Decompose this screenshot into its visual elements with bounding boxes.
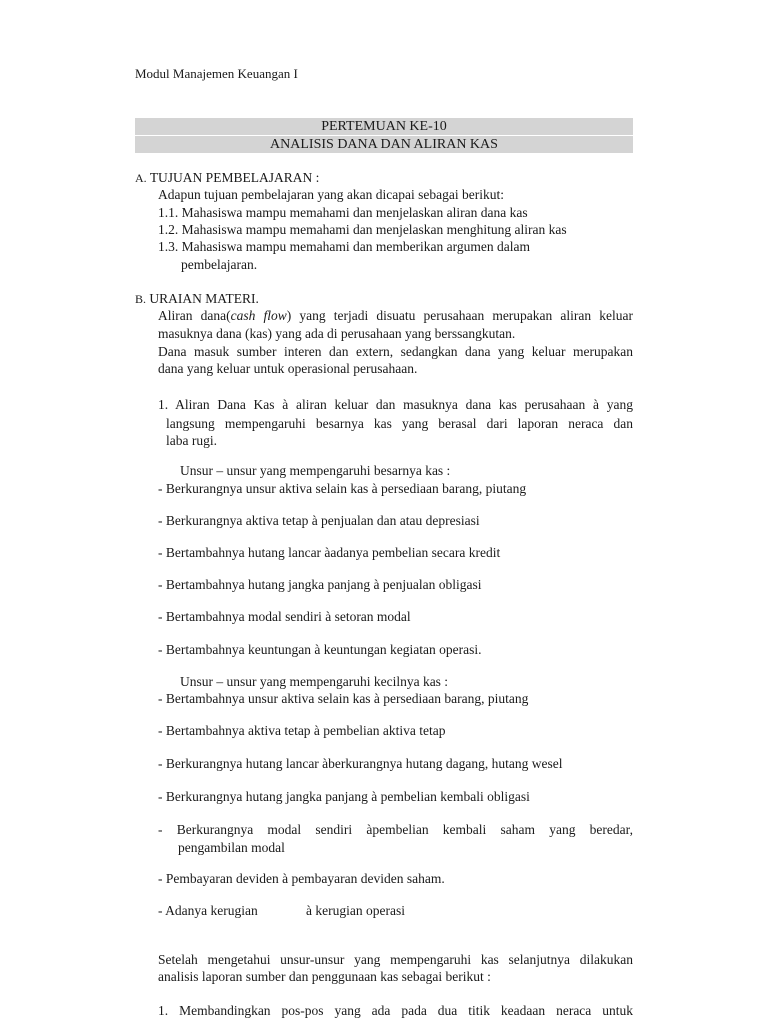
- step-1-line-1: 1. Membandingkan pos-pos yang ada pada dua titik keadaan neraca untuk: [158, 1003, 633, 1018]
- section-b-title: URAIAN MATERI.: [149, 291, 259, 306]
- paragraph-1-line-1: [158, 308, 633, 324]
- title-line-2: ANALISIS DANA DAN ALIRAN KAS: [135, 136, 633, 153]
- closing-paragraph-line-1: Setelah mengetahui unsur-unsur yang mempengaruhi kas selanjutnya dilakukan: [158, 952, 633, 967]
- decrease-factor-6: - Pembayaran deviden à pembayaran deviden saham.: [158, 871, 445, 886]
- increase-factors-heading: Unsur – unsur yang mempengaruhi besarnya kas :: [180, 463, 451, 478]
- section-a-intro: Adapun tujuan pembelajaran yang akan dicapai sebagai berikut:: [158, 187, 504, 202]
- title-block: [135, 118, 633, 154]
- section-a-marker: A.: [135, 171, 147, 185]
- point-1-line-1: 1. Aliran Dana Kas à aliran keluar dan masuknya dana kas perusahaan à yang: [158, 397, 633, 412]
- decrease-factor-5-line-1: - Berkurangnya modal sendiri àpembelian kembali saham yang beredar,: [158, 822, 633, 837]
- paragraph-2-line-2: dana yang keluar untuk operasional perusahaan.: [158, 361, 418, 376]
- increase-factor-1: - Berkurangnya unsur aktiva selain kas à persediaan barang, piutang: [158, 481, 527, 496]
- decrease-factor-5-line-2: pengambilan modal: [178, 840, 285, 855]
- decrease-factor-7-desc: à kerugian operasi: [306, 903, 405, 918]
- objective-3: 1.3. Mahasiswa mampu memahami dan memberikan argumen dalam: [158, 239, 531, 254]
- objective-3-continued: pembelajaran.: [181, 257, 258, 272]
- section-b-heading: [135, 291, 259, 307]
- decrease-factors-heading: Unsur – unsur yang mempengaruhi kecilnya kas :: [180, 674, 449, 689]
- paragraph-1-line-2: masuknya dana (kas) yang ada di perusahaan yang berssangkutan.: [158, 326, 516, 341]
- section-a-heading: [135, 170, 319, 186]
- paragraph-1-italic: cash flow: [230, 308, 287, 323]
- paragraph-2-line-1: Dana masuk sumber interen dan extern, sedangkan dana yang keluar merupakan: [158, 344, 633, 359]
- paragraph-1-text-a: Aliran dana(: [158, 308, 231, 323]
- title-line-1: PERTEMUAN KE-10: [135, 118, 633, 135]
- point-1-line-3: laba rugi.: [166, 433, 217, 448]
- decrease-factor-1: - Bertambahnya unsur aktiva selain kas à persediaan barang, piutang: [158, 691, 529, 706]
- decrease-factor-7: [158, 903, 405, 919]
- running-header: Modul Manajemen Keuangan I: [135, 66, 298, 81]
- paragraph-1-text-b: ) yang terjadi disuatu perusahaan merupakan aliran keluar: [286, 308, 634, 323]
- objective-2: 1.2. Mahasiswa mampu memahami dan menjelaskan menghitung aliran kas: [158, 222, 567, 237]
- objective-1: 1.1. Mahasiswa mampu memahami dan menjelaskan aliran dana kas: [158, 205, 528, 220]
- increase-factor-3: - Bertambahnya hutang lancar àadanya pembelian secara kredit: [158, 545, 501, 560]
- decrease-factor-2: - Bertambahnya aktiva tetap à pembelian aktiva tetap: [158, 723, 446, 738]
- increase-factor-5: - Bertambahnya modal sendiri à setoran modal: [158, 609, 411, 624]
- decrease-factor-4: - Berkurangnya hutang jangka panjang à pembelian kembali obligasi: [158, 789, 530, 804]
- increase-factor-6: - Bertambahnya keuntungan à keuntungan kegiatan operasi.: [158, 642, 482, 657]
- section-a-title: TUJUAN PEMBELAJARAN :: [149, 170, 320, 185]
- increase-factor-2: - Berkurangnya aktiva tetap à penjualan dan atau depresiasi: [158, 513, 480, 528]
- decrease-factor-7-label: - Adanya kerugian: [158, 903, 258, 918]
- point-1-line-2: langsung mempengaruhi besarnya kas yang berasal dari laporan neraca dan: [166, 416, 633, 431]
- decrease-factor-3: - Berkurangnya hutang lancar àberkurangnya hutang dagang, hutang wesel: [158, 756, 563, 771]
- section-b-marker: B.: [135, 292, 147, 306]
- increase-factor-4: - Bertambahnya hutang jangka panjang à penjualan obligasi: [158, 577, 482, 592]
- closing-paragraph-line-2: analisis laporan sumber dan penggunaan kas sebagai berikut :: [158, 969, 491, 984]
